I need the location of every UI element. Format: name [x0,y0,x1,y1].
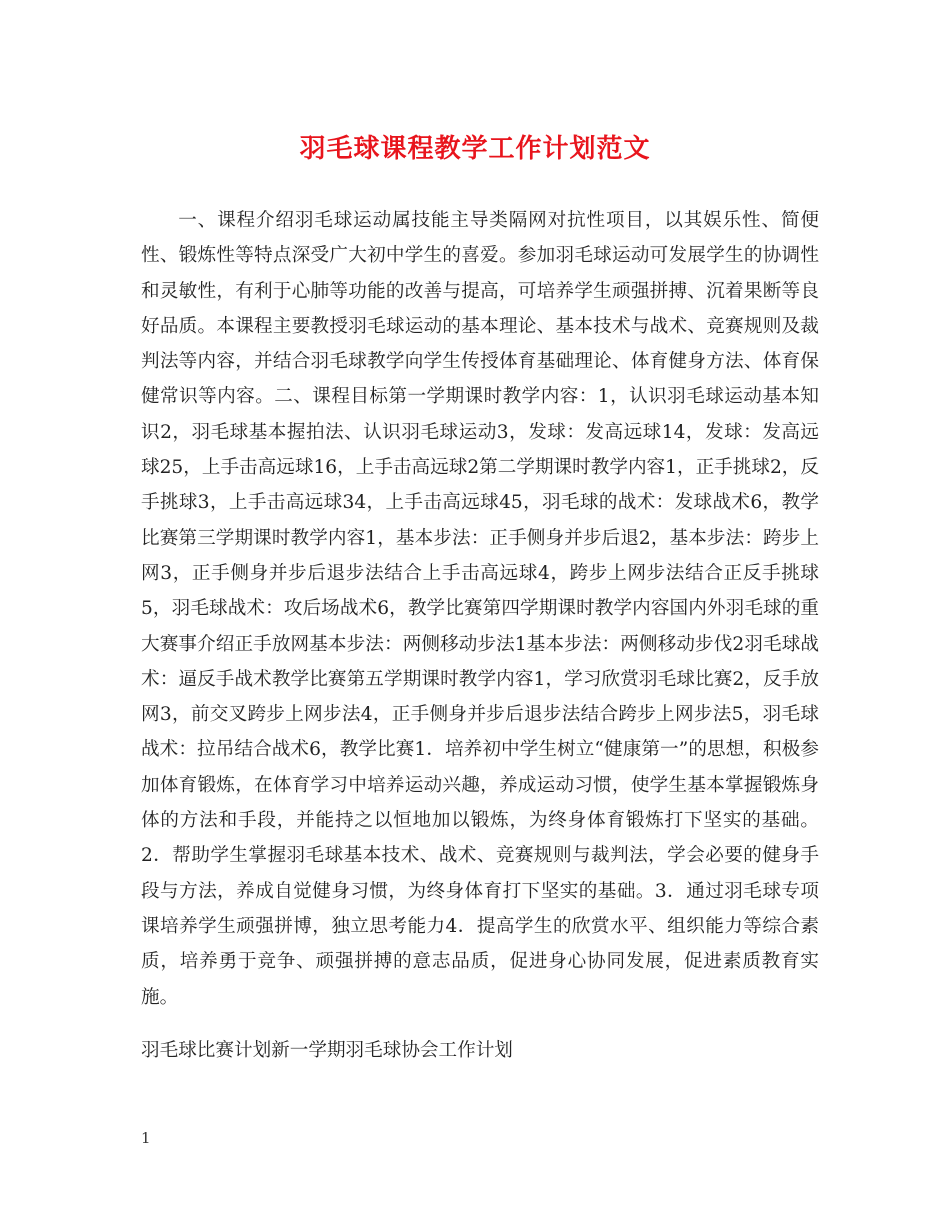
related-documents-line: 羽毛球比赛计划新一学期羽毛球协会工作计划 [141,1040,513,1061]
page-number: 1 [141,1129,151,1147]
document-body-paragraph: 一、课程介绍羽毛球运动属技能主导类隔网对抗性项目，以其娱乐性、简便性、锻炼性等特点深受广大初中学生的喜爱。参加羽毛球运动可发展学生的协调性和灵敏性，有利于心肺等功能的改善与提高，可培养学生顽强拼搏、沉着果断等良好品质。本课程主要教授羽毛球运动的基本理论、基本技术与战术、竞赛规则及裁判法等内容，并结合羽毛球教学向学生传授体育基础理论、体育健身方法、体育保健常识等内容。二、课程目标第一学期课时教学内容：1，认识羽毛球运动基本知识2，羽毛球基本握拍法、认识羽毛球运动3，发球：发高远球14，发球：发高远球25，上手击高远球16，上手击高远球2第二学期课时教学内容1，正手挑球2，反手挑球3，上手击高远球34，上手击高远球45，羽毛球的战术：发球战术6，教学比赛第三学期课时教学内容1，基本步法：正手侧身并步后退2，基本步法：跨步上网3，正手侧身并步后退步法结合上手击高远球4，跨步上网步法结合正反手挑球5，羽毛球战术：攻后场战术6，教学比赛第四学期课时教学内容国内外羽毛球的重大赛事介绍正手放网基本步法：两侧移动步法1基本步法：两侧移动步伐2羽毛球战术：逼反手战术教学比赛第五学期课时教学内容1，学习欣赏羽毛球比赛2，反手放网3，前交叉跨步上网步法4，正手侧身并步后退步法结合跨步上网步法5，羽毛球战术：拉吊结合战术6，教学比赛1．培养初中学生树立“健康第一”的思想，积极参加体育锻炼，在体育学习中培养运动兴趣，养成运动习惯，使学生基本掌握锻炼身体的方法和手段，并能持之以恒地加以锻炼，为终身体育锻炼打下坚实的基础。2．帮助学生掌握羽毛球基本技术、战术、竞赛规则与裁判法，学会必要的健身手段与方法，养成自觉健身习惯，为终身体育打下坚实的基础。3．通过羽毛球专项课培养学生顽强拼博，独立思考能力4．提高学生的欣赏水平、组织能力等综合素质，培养勇于竞争、顽强拼搏的意志品质，促进身心协同发展，促进素质教育实施。 [141,210,819,1008]
document-title: 羽毛球课程教学工作计划范文 [299,134,651,164]
